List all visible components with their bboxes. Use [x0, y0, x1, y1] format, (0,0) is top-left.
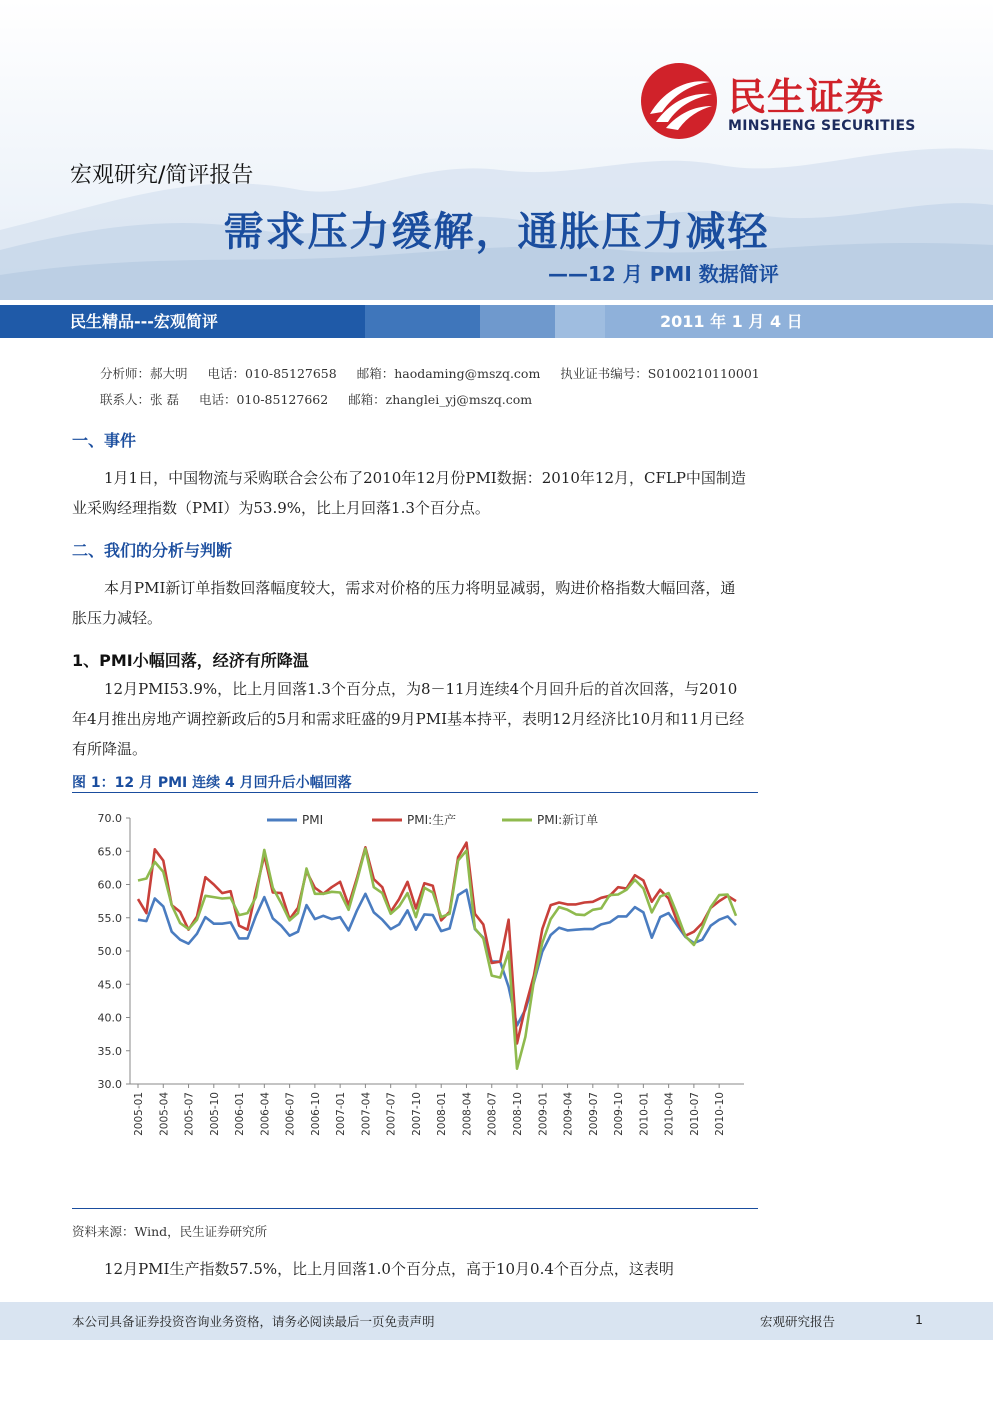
x-tick-label: 2006-10 — [309, 1092, 322, 1136]
report-date: 2011 年 1 月 4 日 — [660, 312, 803, 331]
footer-disclaimer: 本公司具备证券投资咨询业务资格，请务必阅读最后一页免责声明 — [72, 1314, 435, 1329]
subsection-title: 1、PMI小幅回落，经济有所降温 — [72, 651, 309, 670]
y-tick-label: 30.0 — [97, 1078, 122, 1091]
x-tick-label: 2010-07 — [688, 1092, 701, 1136]
x-tick-label: 2005-04 — [158, 1092, 171, 1136]
band-segment — [555, 305, 605, 338]
x-tick-label: 2009-04 — [562, 1092, 575, 1136]
x-tick-label: 2010-10 — [714, 1092, 727, 1136]
report-category: 宏观研究/简评报告 — [70, 163, 254, 188]
figure-top-rule — [72, 792, 758, 793]
x-tick-label: 2010-01 — [638, 1092, 651, 1136]
contact-email: 邮箱：zhanglei_yj@mszq.com — [348, 392, 533, 407]
y-tick-label: 65.0 — [97, 845, 122, 859]
x-tick-label: 2006-04 — [259, 1092, 272, 1136]
y-tick-label: 70.0 — [97, 812, 122, 825]
contact-name: 联系人：张 磊 — [100, 392, 179, 407]
legend-label: PMI:生产 — [407, 813, 457, 827]
x-tick-label: 2007-07 — [385, 1092, 398, 1136]
x-tick-label: 2008-10 — [512, 1092, 525, 1136]
x-tick-label: 2009-10 — [613, 1092, 626, 1136]
series-line-2 — [138, 843, 736, 1044]
report-header — [0, 0, 993, 300]
paragraph-analysis: 本月PMI新订单指数回落幅度较大，需求对价格的压力将明显减弱，购进价格指数大幅回落，通胀压力减轻。 — [72, 579, 736, 627]
x-axis — [130, 1084, 744, 1136]
analyst-email: 邮箱：haodaming@mszq.com — [356, 366, 541, 381]
analyst-phone: 电话：010-85127658 — [207, 366, 337, 381]
y-tick-label: 50.0 — [97, 945, 122, 958]
y-tick-label: 60.0 — [97, 878, 122, 892]
contact-phone: 电话：010-85127662 — [198, 392, 329, 407]
x-tick-label: 2007-10 — [410, 1092, 423, 1136]
analyst-name: 分析师：郝大明 — [100, 366, 188, 381]
x-tick-label: 2010-04 — [663, 1092, 676, 1136]
paragraph-production: 12月PMI生产指数57.5%，比上月回落1.0个百分点，高于10月0.4个百分点，这表明 — [104, 1260, 674, 1278]
band-segment — [480, 305, 555, 338]
analyst-line — [100, 364, 776, 382]
paragraph-event: 1月1日，中国物流与采购联合会公布了2010年12月份PMI数据：2010年12月，CFLP中国制造业采购经理指数（PMI）为53.9%，比上月回落1.3个百分点。 — [72, 469, 746, 517]
x-tick-label: 2008-04 — [461, 1092, 474, 1136]
series-line-1 — [138, 890, 736, 1026]
figure-title: 图 1：12 月 PMI 连续 4 月回升后小幅回落 — [72, 775, 352, 791]
x-tick-label: 2007-04 — [360, 1092, 373, 1136]
y-tick-label: 55.0 — [97, 911, 122, 925]
x-tick-label: 2008-01 — [436, 1092, 449, 1136]
footer-report-type: 宏观研究报告 — [760, 1314, 836, 1329]
page-number: 1 — [915, 1312, 923, 1327]
x-tick-label: 2007-01 — [335, 1092, 348, 1136]
band-label: 民生精品---宏观简评 — [70, 312, 218, 331]
x-tick-label: 2006-01 — [234, 1092, 247, 1136]
x-tick-label: 2005-10 — [208, 1092, 221, 1136]
x-tick-label: 2006-07 — [284, 1092, 297, 1136]
x-tick-label: 2005-07 — [183, 1092, 196, 1136]
brand-name-en: MINSHENG SECURITIES — [728, 118, 916, 134]
chart-legend — [267, 812, 598, 827]
report-subtitle: ——12 月 PMI 数据简评 — [548, 262, 779, 286]
y-tick-label: 35.0 — [97, 1044, 122, 1058]
plot-area — [138, 843, 736, 1069]
x-tick-label: 2009-01 — [537, 1092, 550, 1136]
x-tick-label: 2005-01 — [133, 1092, 145, 1136]
x-tick-label: 2009-07 — [587, 1092, 600, 1136]
pmi-line-chart — [72, 800, 758, 1205]
y-tick-label: 40.0 — [97, 1011, 122, 1025]
analyst-cert: 执业证书编号：S0100210110001 — [560, 366, 760, 381]
brand-name-cn: 民生证券 — [728, 75, 885, 119]
minsheng-logo-icon — [640, 62, 718, 140]
legend-label: PMI:新订单 — [537, 813, 599, 827]
report-title: 需求压力缓解，通胀压力减轻 — [223, 209, 770, 255]
company-logo — [640, 62, 920, 142]
legend-label: PMI — [302, 813, 324, 827]
series-line-3 — [138, 849, 736, 1069]
section-title-event: 一、事件 — [72, 431, 137, 450]
section-title-analysis: 二、我们的分析与判断 — [72, 541, 233, 560]
band-segment — [365, 305, 480, 338]
figure-bottom-rule — [72, 1208, 758, 1209]
y-axis — [98, 812, 131, 1091]
paragraph-pmi: 12月PMI53.9%，比上月回落1.3个百分点，为8－11月连续4个月回升后的首次回落，与2010年4月推出房地产调控新政后的5月和需求旺盛的9月PMI基本持平，表明12月经济比10月和11月已经有所降温。 — [72, 680, 745, 758]
contact-line — [100, 390, 548, 408]
y-tick-label: 45.0 — [97, 978, 122, 992]
figure-source: 资料来源：Wind，民生证券研究所 — [72, 1224, 268, 1239]
x-tick-label: 2008-07 — [486, 1092, 499, 1136]
